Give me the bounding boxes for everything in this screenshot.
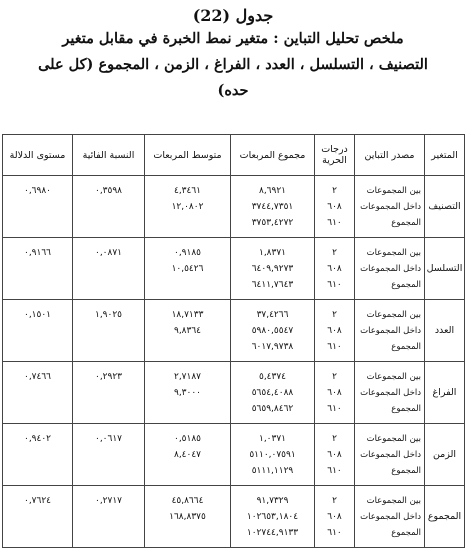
ss-value: ٥١١١,١١٢٩ bbox=[251, 465, 294, 476]
cell-mean-squares bbox=[145, 238, 231, 300]
cell-source bbox=[355, 238, 425, 300]
cell-mean-squares bbox=[145, 486, 231, 548]
table-subtitle-line-1: ملخص تحليل التباين : متغير نمط الخبرة في مقابل متغير bbox=[62, 30, 404, 47]
cell-source bbox=[355, 424, 425, 486]
source-between: بين المجموعات bbox=[366, 309, 421, 320]
cell-df bbox=[315, 362, 355, 424]
table-row bbox=[3, 486, 465, 548]
ss-value: ١٠٢٦٥٣,١٨٠٤ bbox=[246, 511, 299, 522]
sig-value: ٠,٩٤٠٢ bbox=[23, 434, 52, 444]
cell-source bbox=[355, 300, 425, 362]
table-row bbox=[3, 176, 465, 238]
ss-value: ٦٤٠٩,٩٢٧٣ bbox=[251, 263, 294, 274]
table-subtitle-line-3: حده) bbox=[217, 82, 249, 99]
cell-f-ratio bbox=[73, 424, 145, 486]
cell-variable: الفراغ bbox=[425, 362, 465, 424]
header-source: مصدر التباين bbox=[355, 135, 425, 176]
ms-value: ١٢,٠٨٠٢ bbox=[171, 202, 204, 212]
cell-variable: الزمن bbox=[425, 424, 465, 486]
df-value: ٦١٠ bbox=[327, 279, 342, 290]
source-total: المجموع bbox=[391, 403, 421, 414]
source-total: المجموع bbox=[391, 341, 421, 352]
sig-value: ٠,٩١٦٦ bbox=[23, 248, 52, 258]
df-value: ٦١٠ bbox=[327, 465, 342, 476]
table-title: جدول (22) bbox=[192, 6, 274, 25]
sig-value: ٠,٦٩٨٠ bbox=[23, 186, 52, 196]
anova-table bbox=[2, 134, 465, 548]
sig-value: ٠,١٥٠١ bbox=[23, 310, 52, 320]
df-value: ٦١٠ bbox=[327, 403, 342, 414]
source-within: داخل المجموعات bbox=[360, 263, 421, 274]
source-between: بين المجموعات bbox=[366, 371, 421, 382]
source-within: داخل المجموعات bbox=[360, 325, 421, 336]
header-variable: المتغير bbox=[425, 135, 465, 176]
header-f-ratio: النسبة الفائية bbox=[73, 135, 145, 176]
ss-value: ٥٩٨٠,٥٥٤٧ bbox=[251, 325, 294, 336]
ss-value: ٩١,٧٣٢٩ bbox=[256, 495, 289, 506]
cell-f-ratio bbox=[73, 238, 145, 300]
df-value: ٢ bbox=[332, 433, 337, 444]
table-row bbox=[3, 362, 465, 424]
source-total: المجموع bbox=[391, 527, 421, 538]
source-between: بين المجموعات bbox=[366, 247, 421, 258]
ms-value: ٩,٣٠٠٠ bbox=[173, 388, 202, 398]
cell-df bbox=[315, 238, 355, 300]
cell-df bbox=[315, 424, 355, 486]
ms-value: ٤,٣٤٦١ bbox=[173, 186, 202, 196]
header-mean-squares: متوسط المربعات bbox=[145, 135, 231, 176]
cell-significance bbox=[3, 362, 73, 424]
cell-variable: المجموع bbox=[425, 486, 465, 548]
cell-variable: التسلسل bbox=[425, 238, 465, 300]
header-significance: مستوى الدلالة bbox=[3, 135, 73, 176]
cell-df bbox=[315, 176, 355, 238]
ss-value: ١,٠٣٧١ bbox=[258, 433, 287, 444]
ss-value: ٨,٦٩٢١ bbox=[258, 185, 287, 196]
ss-value: ٦٠١٧,٩٧٣٨ bbox=[251, 341, 294, 352]
cell-significance bbox=[3, 176, 73, 238]
source-between: بين المجموعات bbox=[366, 433, 421, 444]
df-value: ٢ bbox=[332, 371, 337, 382]
df-value: ٢ bbox=[332, 495, 337, 506]
ss-value: ٣٧٥٣,٤٢٧٢ bbox=[251, 217, 294, 228]
df-value: ٦٠٨ bbox=[327, 325, 342, 336]
cell-source bbox=[355, 362, 425, 424]
df-value: ٦١٠ bbox=[327, 527, 342, 538]
df-value: ٦٠٨ bbox=[327, 387, 342, 398]
ss-value: ١,٨٣٧١ bbox=[258, 247, 287, 258]
ms-value: ١٦٨,٨٣٧٥ bbox=[169, 512, 206, 522]
source-within: داخل المجموعات bbox=[360, 387, 421, 398]
table-row bbox=[3, 300, 465, 362]
ss-value: ٣٧,٤٢٦٦ bbox=[256, 309, 289, 320]
table-row bbox=[3, 424, 465, 486]
ms-value: ٠,٥١٨٥ bbox=[173, 434, 202, 444]
cell-source bbox=[355, 486, 425, 548]
ss-value: ٣٧٤٤,٧٣٥١ bbox=[251, 201, 294, 212]
cell-f-ratio bbox=[73, 486, 145, 548]
f-value: ١,٩٠٢٥ bbox=[94, 310, 123, 320]
cell-f-ratio bbox=[73, 176, 145, 238]
ss-value: ٥,٤٣٧٤ bbox=[258, 371, 287, 382]
cell-df bbox=[315, 486, 355, 548]
cell-sum-squares bbox=[231, 238, 315, 300]
sig-value: ٠,٧٤٦٦ bbox=[23, 372, 52, 382]
df-value: ٦١٠ bbox=[327, 341, 342, 352]
cell-significance bbox=[3, 300, 73, 362]
df-value: ٦٠٨ bbox=[327, 511, 342, 522]
cell-variable: التصنيف bbox=[425, 176, 465, 238]
table-row bbox=[3, 238, 465, 300]
table-header-row bbox=[3, 135, 465, 176]
cell-mean-squares bbox=[145, 300, 231, 362]
source-total: المجموع bbox=[391, 465, 421, 476]
ms-value: ٢,٧١٨٧ bbox=[173, 372, 202, 382]
cell-significance bbox=[3, 424, 73, 486]
f-value: ٠,٠٦١٧ bbox=[94, 434, 123, 444]
table-caption bbox=[0, 0, 466, 104]
cell-significance bbox=[3, 486, 73, 548]
df-value: ٢ bbox=[332, 185, 337, 196]
source-within: داخل المجموعات bbox=[360, 511, 421, 522]
cell-mean-squares bbox=[145, 362, 231, 424]
f-value: ٠,٠٨٧١ bbox=[94, 248, 123, 258]
df-value: ٦١٠ bbox=[327, 217, 342, 228]
cell-sum-squares bbox=[231, 486, 315, 548]
ms-value: ١٠,٥٤٢٦ bbox=[171, 264, 204, 274]
ss-value: ٥٦٥٩,٨٤٦٢ bbox=[251, 403, 294, 414]
f-value: ٠,٢٩٢٣ bbox=[94, 372, 123, 382]
cell-f-ratio bbox=[73, 300, 145, 362]
cell-sum-squares bbox=[231, 176, 315, 238]
ss-value: ٥٦٥٤,٤٠٨٨ bbox=[251, 387, 294, 398]
df-value: ٢ bbox=[332, 247, 337, 258]
source-between: بين المجموعات bbox=[366, 495, 421, 506]
df-value: ٢ bbox=[332, 309, 337, 320]
source-between: بين المجموعات bbox=[366, 185, 421, 196]
source-total: المجموع bbox=[391, 279, 421, 290]
cell-significance bbox=[3, 238, 73, 300]
cell-df bbox=[315, 300, 355, 362]
cell-f-ratio bbox=[73, 362, 145, 424]
cell-mean-squares bbox=[145, 424, 231, 486]
cell-sum-squares bbox=[231, 424, 315, 486]
ms-value: ١٨,٧١٣٣ bbox=[171, 310, 204, 320]
ms-value: ٩,٨٣٦٤ bbox=[173, 326, 202, 336]
ss-value: ٦٤١١,٧٦٤٣ bbox=[251, 279, 294, 290]
source-within: داخل المجموعات bbox=[360, 201, 421, 212]
source-total: المجموع bbox=[391, 217, 421, 228]
df-value: ٦٠٨ bbox=[327, 201, 342, 212]
source-within: داخل المجموعات bbox=[360, 449, 421, 460]
df-value: ٦٠٨ bbox=[327, 263, 342, 274]
header-df: درجات الحرية bbox=[315, 135, 355, 176]
table-subtitle-line-2: التصنيف ، التسلسل ، العدد ، الفراغ ، الزمن ، المجموع (كل على bbox=[38, 56, 428, 73]
f-value: ٠,٢٧١٧ bbox=[94, 496, 123, 506]
cell-sum-squares bbox=[231, 300, 315, 362]
f-value: ٠,٣٥٩٨ bbox=[94, 186, 123, 196]
header-sum-squares: مجموع المربعات bbox=[231, 135, 315, 176]
ms-value: ٤٥,٨٦٦٤ bbox=[171, 496, 204, 506]
cell-variable: العدد bbox=[425, 300, 465, 362]
sig-value: ٠,٧٦٢٤ bbox=[23, 496, 52, 506]
cell-sum-squares bbox=[231, 362, 315, 424]
ms-value: ٠,٩١٨٥ bbox=[173, 248, 202, 258]
df-value: ٦٠٨ bbox=[327, 449, 342, 460]
ss-value: ٥١١٠,٠٧٥٩١ bbox=[249, 449, 296, 460]
cell-source bbox=[355, 176, 425, 238]
cell-mean-squares bbox=[145, 176, 231, 238]
ss-value: ١٠٢٧٤٤,٩١٣٣ bbox=[246, 527, 299, 538]
ms-value: ٨,٤٠٤٧ bbox=[173, 450, 202, 460]
